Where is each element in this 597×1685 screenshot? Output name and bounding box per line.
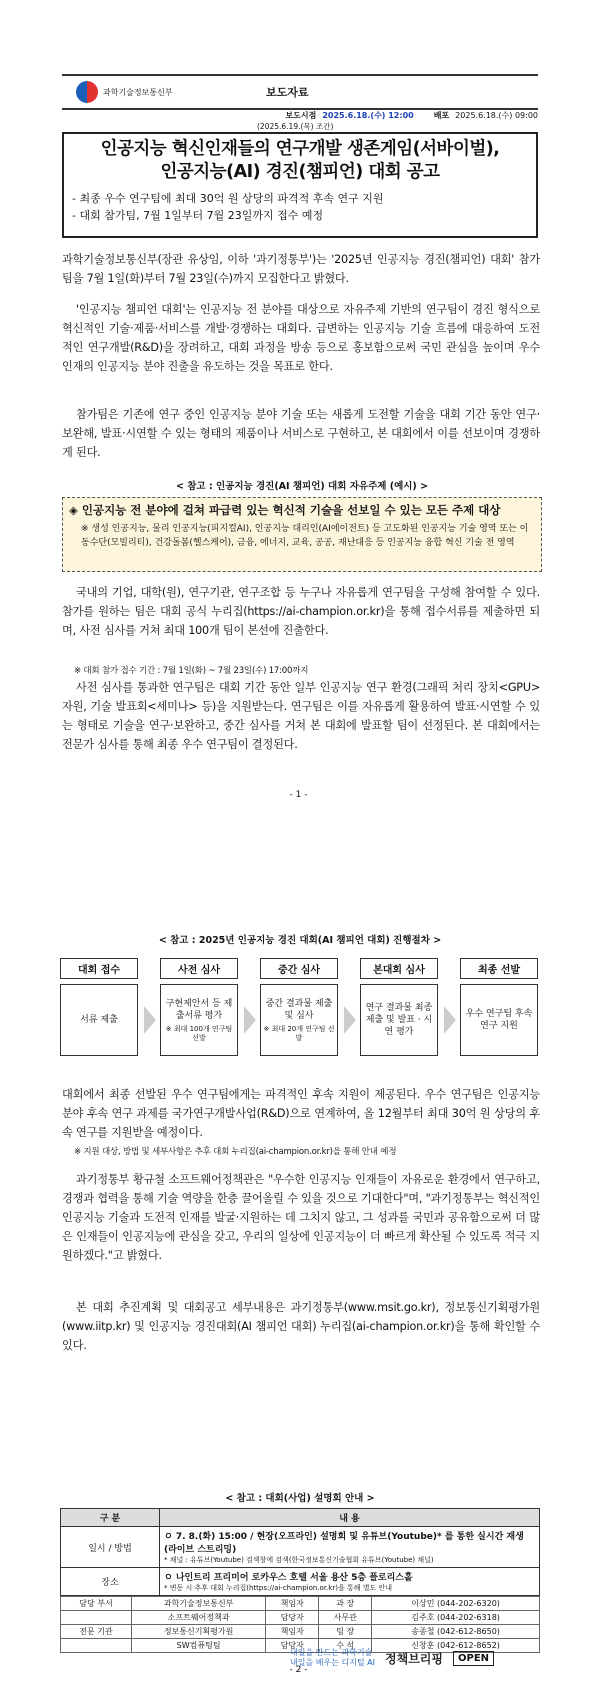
release-time: 2025.6.18.(수) 12:00 <box>322 111 414 120</box>
flow-step-body <box>160 984 238 1056</box>
ministry-logo <box>76 81 226 103</box>
briefing-row-label: 장소 <box>61 1568 160 1596</box>
flow-step <box>60 958 138 1056</box>
ref2-caption: < 참고 : 2025년 인공지능 경진 대회(AI 챔피언 대회) 진행절차 > <box>158 935 442 946</box>
arrow-right-icon <box>144 1006 156 1034</box>
summary-bullet: - 최종 우수 연구팀에 최대 30억 원 상당의 파격적 후속 연구 지원 <box>72 192 384 205</box>
dist-time: 2025.6.18.(수) 09:00 <box>455 111 538 120</box>
ref3-caption: < 참고 : 대회(사업) 설명회 안내 > <box>225 1493 375 1504</box>
briefing-table <box>60 1508 540 1596</box>
flow-step-body <box>60 984 138 1056</box>
flow-step-text: 우수 연구팀 후속연구 지원 <box>465 1009 533 1031</box>
briefing-col-header: 내 용 <box>160 1509 540 1527</box>
paragraph-5: 사전 심사를 통과한 연구팀은 대회 기간 동안 일부 인공지능 연구 환경(그래픽 처리 장치<GPU> 자원, 기술 발표회<세미나> 등)을 지원받는다. 연구팀은 이를 자유롭게 활용하여 발표·시연할 수 있는 형태로 기술을 연구·보완하고, 중간 심사를 거쳐 본 대회에 발표할 팀이 선정된다. 본 대회에서는 전문가 심사를 통해 최종 우수 연구팀이 결정된다. <box>62 681 540 751</box>
flow-step-sub: ※ 최대 20개 연구팀 선발 <box>263 1024 335 1042</box>
contact-cell: SW컴퓨팅팀 <box>131 1639 265 1653</box>
page-title <box>64 138 536 184</box>
arrow-right-icon <box>344 1006 356 1034</box>
flow-step <box>260 958 338 1056</box>
release-label: 보도시점 <box>285 111 317 120</box>
summary-bullets <box>72 190 536 224</box>
contact-cell: 김주호 (044-202-6318) <box>372 1611 540 1625</box>
contact-cell: 사무관 <box>319 1611 372 1625</box>
contact-cell: 책임자 <box>266 1625 319 1639</box>
contact-cell: 담당 부서 <box>61 1597 132 1611</box>
flow-step-body <box>460 984 538 1056</box>
contact-cell: 담당자 <box>266 1611 319 1625</box>
summary-bullet: - 대회 참가팀, 7월 1일부터 7월 23일까지 접수 예정 <box>72 209 324 222</box>
taegeuk-icon <box>76 81 98 103</box>
topic-note: ※ 생성 인공지능, 물리 인공지능(피지컬AI), 인공지능 대리인(AI에이전트) 등 고도화된 인공지능 기술 영역 또는 이동수단(모빌리티), 건강돌봄(헬스케어), 금융, 에너지, 교육, 공공, 재난대응 등 인공지능 융합 혁신 기술 전 영역 <box>81 524 529 548</box>
process-flow <box>60 958 540 1078</box>
contact-cell: 소프트웨어정책과 <box>131 1611 265 1625</box>
page-number-2: - 2 - <box>289 1665 308 1675</box>
page-number-1: - 1 - <box>289 790 308 800</box>
flow-step-text: 중간 결과물 제출 및 심사 <box>265 998 333 1021</box>
flow-step-head: 중간 심사 <box>260 958 338 979</box>
briefing-row-content <box>160 1527 540 1568</box>
release-note: (2025.6.19.(목) 조간) <box>257 122 334 131</box>
flow-step-body <box>360 984 438 1056</box>
flow-step-head: 최종 선발 <box>460 958 538 979</box>
paragraph-1: 과학기술정보통신부(장관 유상임, 이하 '과기정통부')는 '2025년 인공지능 경진(챔피언) 대회' 참가팀을 7월 1일(화)부터 7월 23일(수)까지 모집한다고 밝혔다. <box>62 253 540 285</box>
contact-cell: 담당자 <box>266 1639 319 1653</box>
contact-cell: 과학기술정보통신부 <box>131 1597 265 1611</box>
table-row <box>61 1597 540 1611</box>
topic-main: ◈ 인공지능 전 분야에 걸쳐 파급력 있는 혁신적 기술을 선보일 수 있는 모든 주제 대상 <box>69 503 501 517</box>
dist-label: 배포 <box>433 111 450 120</box>
contact-cell: 이상민 (044-202-6320) <box>372 1597 540 1611</box>
contact-cell: 수 석 <box>319 1639 372 1653</box>
title-box <box>62 132 538 238</box>
topic-box <box>62 497 542 572</box>
contact-cell: 책임자 <box>266 1597 319 1611</box>
doc-type: 보도자료 <box>266 86 309 99</box>
contact-cell: 신창훈 (042-612-8652) <box>372 1639 540 1653</box>
briefing-col-header: 구 분 <box>61 1509 160 1527</box>
briefing-row-text: ㅇ 7. 8.(화) 15:00 / 현장(오프라인) 설명회 및 유튜브(Youtube)* 를 통한 실시간 재생(라이브 스트리밍) <box>164 1532 524 1555</box>
flow-step-head: 본대회 심사 <box>360 958 438 979</box>
flow-step-head: 대회 접수 <box>60 958 138 979</box>
contact-cell <box>61 1639 132 1653</box>
paragraph-3: 참가팀은 기존에 연구 중인 인공지능 분야 기술 또는 새롭게 도전할 기술을 대회 기간 동안 연구·보완해, 발표·시연할 수 있는 형태의 제품이나 서비스로 구현하고, 본 대회에서 이를 선보이며 경쟁하게 된다. <box>62 408 540 459</box>
flow-step-text: 연구 결과물 최종 제출 및 발표 · 시연 평가 <box>365 1003 433 1037</box>
release-meta <box>62 110 538 132</box>
flow-step <box>160 958 238 1056</box>
flow-step-head: 사전 심사 <box>160 958 238 979</box>
paragraph-8: 본 대회 추진계획 및 대회공고 세부내용은 과기정통부(www.msit.go.kr), 정보통신기획평가원(www.iitp.kr) 및 인공지능 경진대회(AI 챔피언 대회) 누리집(ai-champion.or.kr)을 통해 확인할 수 있다. <box>62 1301 540 1352</box>
flow-step <box>360 958 438 1056</box>
contact-cell: 과 장 <box>319 1597 372 1611</box>
paragraph-6-note: ※ 지원 대상, 방법 및 세부사항은 추후 대회 누리집(ai-champion.or.kr)을 통해 안내 예정 <box>74 1147 397 1157</box>
paragraph-6: 대회에서 최종 선발된 우수 연구팀에게는 파격적인 후속 지원이 제공된다. 우수 연구팀은 인공지능 분야 후속 연구 과제를 국가연구개발사업(R&D)으로 연계하여, 올 12월부터 최대 30억 원 상당의 후속 연구를 지원받을 예정이다. <box>62 1088 540 1139</box>
briefing-row-text: ㅇ 나인트리 프리미어 로카우스 호텔 서울 용산 5층 플로리스홀 <box>164 1573 413 1583</box>
contact-cell: 팀 장 <box>319 1625 372 1639</box>
paragraph-7: 과기정통부 황규철 소프트웨어정책관은 "우수한 인공지능 인재들이 자유로운 환경에서 연구하고, 경쟁과 협력을 통해 기술 역량을 한층 끌어올릴 수 있을 것으로 기대한다"며, "과기정통부는 혁신적인 인공지능 기술과 도전적 인재를 발굴·지원하는 데 그치지 않고, 그 성과를 국민과 공유함으로써 더 많은 인재들이 인공지능에 관심을 갖고, 우리의 일상에 인공지능이 더 빠르게 확산될 수 있도록 적극 지원하겠다."고 밝혔다. <box>62 1173 540 1262</box>
arrow-right-icon <box>444 1006 456 1034</box>
policy-briefing-logo: 정책브리핑 <box>385 1651 443 1666</box>
title-line-2: 인공지능(AI) 경진(챔피언) 대회 공고 <box>160 162 440 182</box>
flow-step-text: 서류 제출 <box>80 1015 118 1025</box>
ministry-name: 과학기술정보통신부 <box>103 87 173 97</box>
briefing-row-note: * 변동 시 추후 대회 누리집(https://ai-champion.or.kr)을 통해 별도 안내 <box>164 1584 392 1592</box>
paragraph-4: 국내의 기업, 대학(원), 연구기관, 연구조합 등 누구나 자유롭게 연구팀을 구성해 참여할 수 있다. 참가를 원하는 팀은 대회 공식 누리집(https://ai-champion.or.kr)을 통해 접수서류를 제출하면 되며, 사전 심사를 거쳐 최대 100개 팀이 본선에 진출한다. <box>62 586 540 637</box>
contact-cell: 정보통신기획평가원 <box>131 1625 265 1639</box>
paragraph-2: '인공지능 챔피언 대회'는 인공지능 전 분야를 대상으로 자유주제 기반의 연구팀이 경진 형식으로 혁신적인 기술·제품·서비스를 개발·경쟁하는 대회다. 급변하는 인공지능 기술 흐름에 대응하여 도전적인 연구개발(R&D)을 장려하고, 대회 과정을 방송 등으로 홍보함으로써 국민 관심을 높이며 우수 인재의 인공지능 분야 진출을 유도하는 것을 목표로 한다. <box>62 303 540 373</box>
arrow-right-icon <box>244 1006 256 1034</box>
briefing-row-label: 일시 / 방법 <box>61 1527 160 1568</box>
ref1-caption: < 참고 : 인공지능 경진(AI 챔피언) 대회 자유주제 (예시) > <box>175 481 429 492</box>
slogan-line: 내일을 배우는 디지털 AI <box>290 1658 376 1667</box>
table-row <box>61 1611 540 1625</box>
table-row <box>61 1625 540 1639</box>
flow-step-text: 구현제안서 등 제출서류 평가 <box>165 998 233 1021</box>
contact-cell: 전문 기관 <box>61 1625 132 1639</box>
press-header <box>62 74 538 110</box>
contact-cell: 송종철 (042-612-8650) <box>372 1625 540 1639</box>
briefing-row-note: * 채널 : 유튜브(Youtube) 검색창에 검색(한국정보통신기술협회 유튜브(Youtube) 채널) <box>164 1556 434 1564</box>
flow-step <box>460 958 538 1056</box>
contact-cell <box>61 1611 132 1625</box>
title-line-1: 인공지능 혁신인재들의 연구개발 생존게임(서바이벌), <box>100 139 500 159</box>
slogan-line: 내일을 만드는 과학기술 <box>290 1648 373 1657</box>
briefing-row-content <box>160 1568 540 1596</box>
paragraph-4-note: ※ 대회 참가 접수 기간 : 7월 1일(화) ~ 7월 23일(수) 17:00까지 <box>74 666 309 676</box>
open-license-badge: OPEN <box>453 1651 494 1666</box>
flow-step-sub: ※ 최대 100개 연구팀 선발 <box>165 1024 233 1042</box>
contact-table <box>60 1596 540 1653</box>
flow-step-body <box>260 984 338 1056</box>
